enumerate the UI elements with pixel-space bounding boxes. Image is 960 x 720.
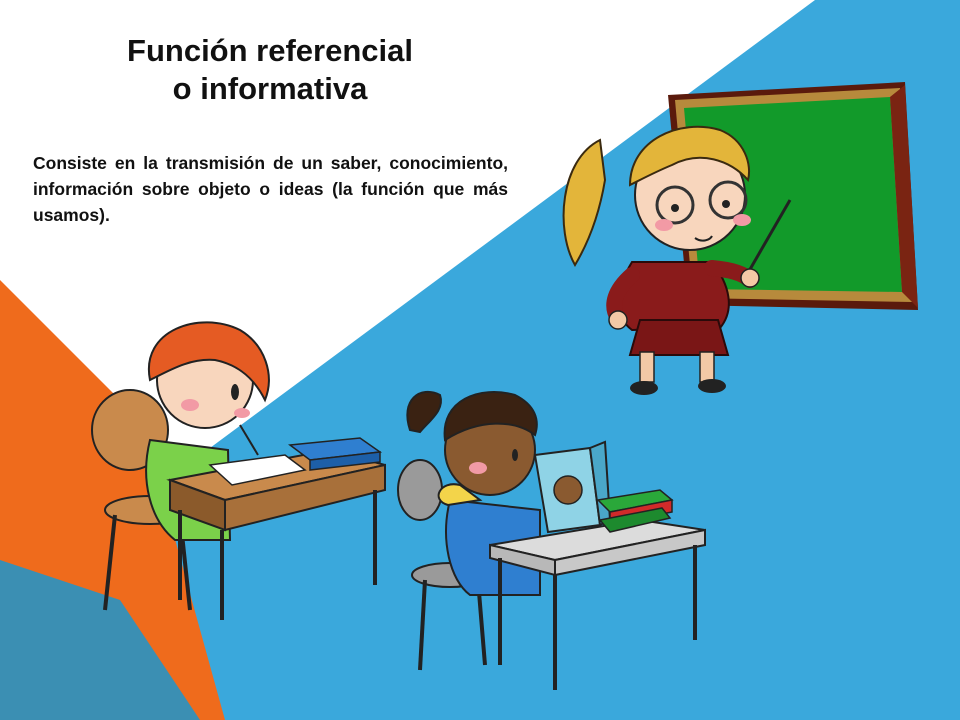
open-book-icon — [535, 442, 610, 532]
title-line-2: o informativa — [172, 71, 368, 106]
desk-icon — [490, 520, 705, 690]
slide-body-text: Consiste en la transmisión de un saber, conocimiento, información sobre objeto o ideas (la función que más usamos). — [33, 153, 508, 225]
title-line-1: Función referencial — [127, 33, 413, 68]
